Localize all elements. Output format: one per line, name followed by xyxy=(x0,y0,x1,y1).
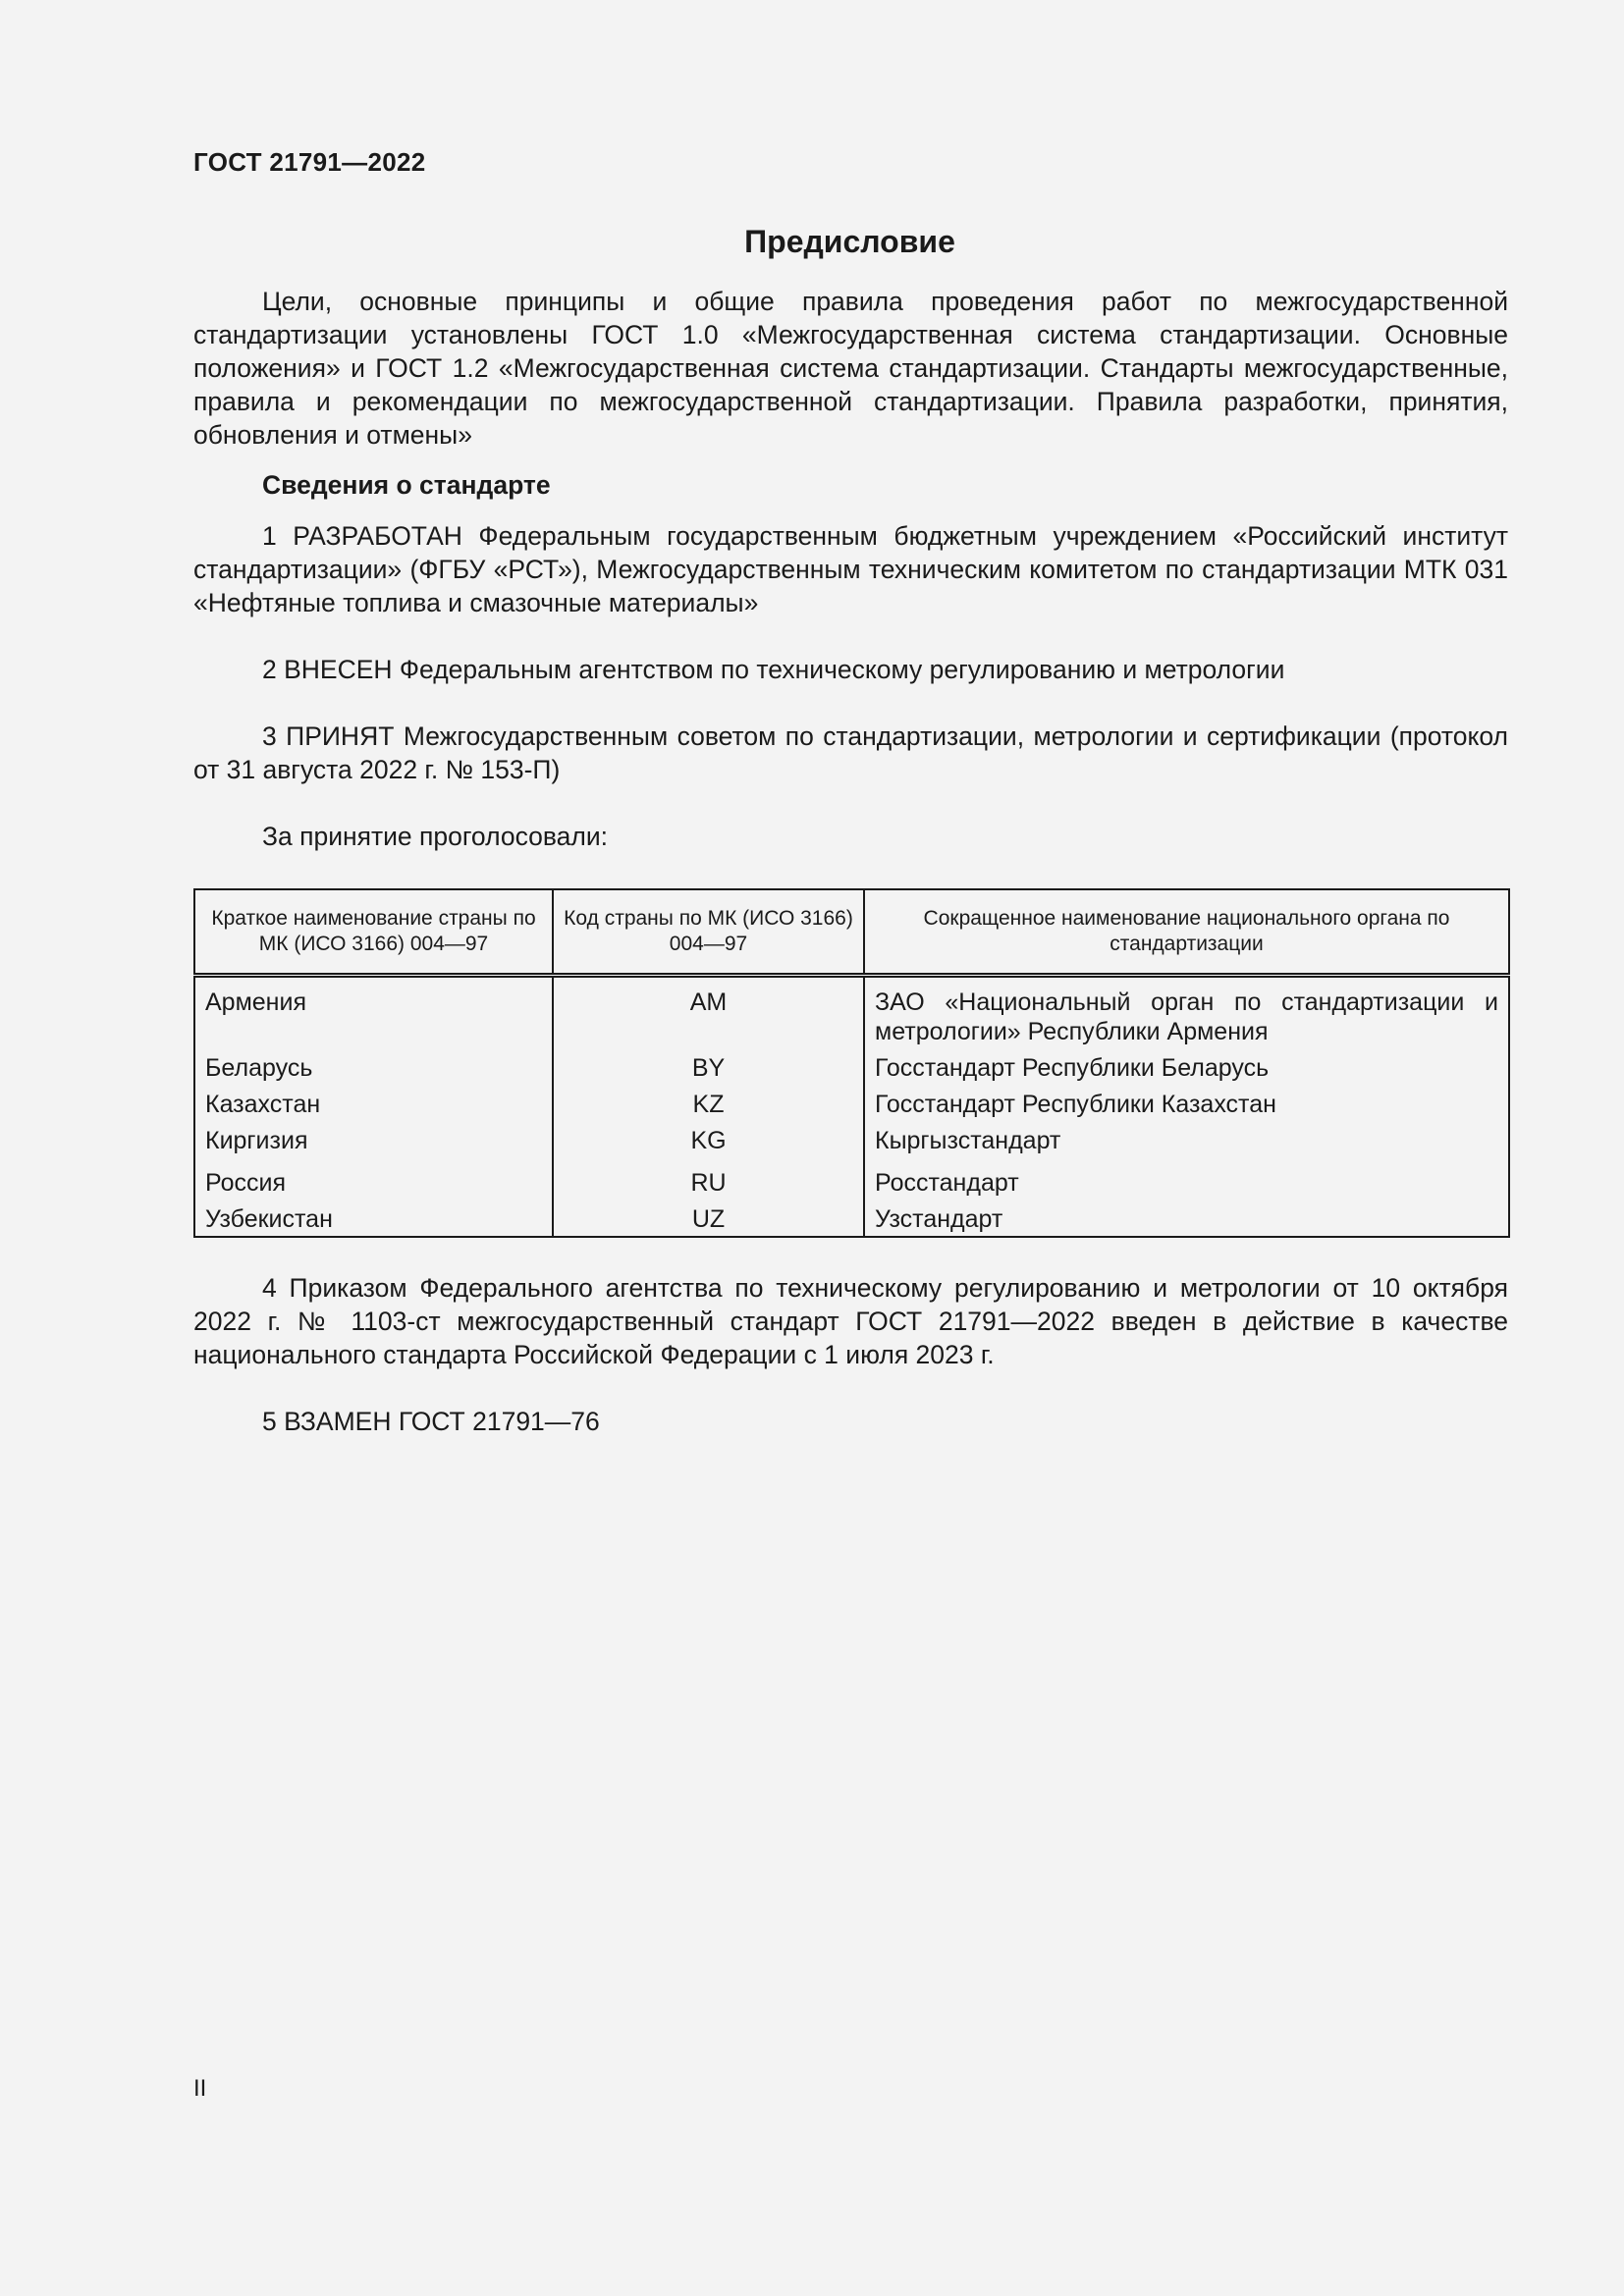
standards-body: Госстандарт Республики Казахстан xyxy=(864,1087,1509,1123)
item-submitted: 2 ВНЕСЕН Федеральным агентством по техническому регулированию и метрологии xyxy=(262,655,1285,684)
country-code: UZ xyxy=(553,1201,864,1237)
page-title: Предисловие xyxy=(744,224,955,259)
country-code: KZ xyxy=(553,1087,864,1123)
table-row xyxy=(194,1050,1509,1087)
column-header-code: Код страны по МК (ИСО 3166) 004—97 xyxy=(553,889,864,976)
info-heading: Сведения о стандарте xyxy=(262,470,551,500)
page-number: II xyxy=(193,2075,207,2102)
country-name: Беларусь xyxy=(194,1050,553,1087)
table-row xyxy=(194,1123,1509,1159)
item-replaces: 5 ВЗАМЕН ГОСТ 21791—76 xyxy=(262,1407,600,1436)
standards-body: ЗАО «Национальный орган по стандартизации и метрологии» Республики Армения xyxy=(864,976,1509,1051)
standards-body: Госстандарт Республики Беларусь xyxy=(864,1050,1509,1087)
table-row xyxy=(194,1087,1509,1123)
table-row xyxy=(194,976,1509,1051)
country-name: Казахстан xyxy=(194,1087,553,1123)
column-header-country: Краткое наименование страны по МК (ИСО 3166) 004—97 xyxy=(194,889,553,976)
country-code: KG xyxy=(553,1123,864,1159)
item-enacted: 4 Приказом Федерального агентства по техническому регулированию и метрологии от 10 октября 2022 г. № 1103-ст межгосударственный стандарт ГОСТ 21791—2022 введен в действие в качестве национального стандарта Российской Федерации с 1 июля 2023 г. xyxy=(193,1273,1508,1369)
voting-table xyxy=(193,888,1510,1238)
item-adopted: 3 ПРИНЯТ Межгосударственным советом по стандартизации, метрологии и сертификации (протокол от 31 августа 2022 г. № 153-П) xyxy=(193,721,1508,784)
country-name: Армения xyxy=(194,976,553,1051)
column-header-body: Сокращенное наименование национального органа по стандартизации xyxy=(864,889,1509,976)
standards-body: Узстандарт xyxy=(864,1201,1509,1237)
preface-content xyxy=(193,285,1508,1438)
country-code: BY xyxy=(553,1050,864,1087)
country-name: Узбекистан xyxy=(194,1201,553,1237)
table-row xyxy=(194,1159,1509,1201)
voted-intro: За принятие проголосовали: xyxy=(262,822,609,851)
country-name: Россия xyxy=(194,1159,553,1201)
table-row xyxy=(194,1201,1509,1237)
standards-body: Кыргызстандарт xyxy=(864,1123,1509,1159)
country-code: AM xyxy=(553,976,864,1051)
country-name: Киргизия xyxy=(194,1123,553,1159)
intro-paragraph: Цели, основные принципы и общие правила проведения работ по межгосударственной стандартизации установлены ГОСТ 1.0 «Межгосударственная система стандартизации. Основные положения» и ГОСТ 1.2 «Межгосударственная система стандартизации. Стандарты межгосударственные, правила и рекомендации по межгосударственной стандартизации. Правила разработки, принятия, обновления и отмены» xyxy=(193,287,1508,450)
table-header-row xyxy=(194,889,1509,976)
country-code: RU xyxy=(553,1159,864,1201)
document-number-header: ГОСТ 21791—2022 xyxy=(193,147,426,177)
standards-body: Росстандарт xyxy=(864,1159,1509,1201)
item-developed: 1 РАЗРАБОТАН Федеральным государственным бюджетным учреждением «Российский институт стандартизации» (ФГБУ «РСТ»), Межгосударственным техническим комитетом по стандартизации МТК 031 «Нефтяные топлива и смазочные материалы» xyxy=(193,521,1508,617)
